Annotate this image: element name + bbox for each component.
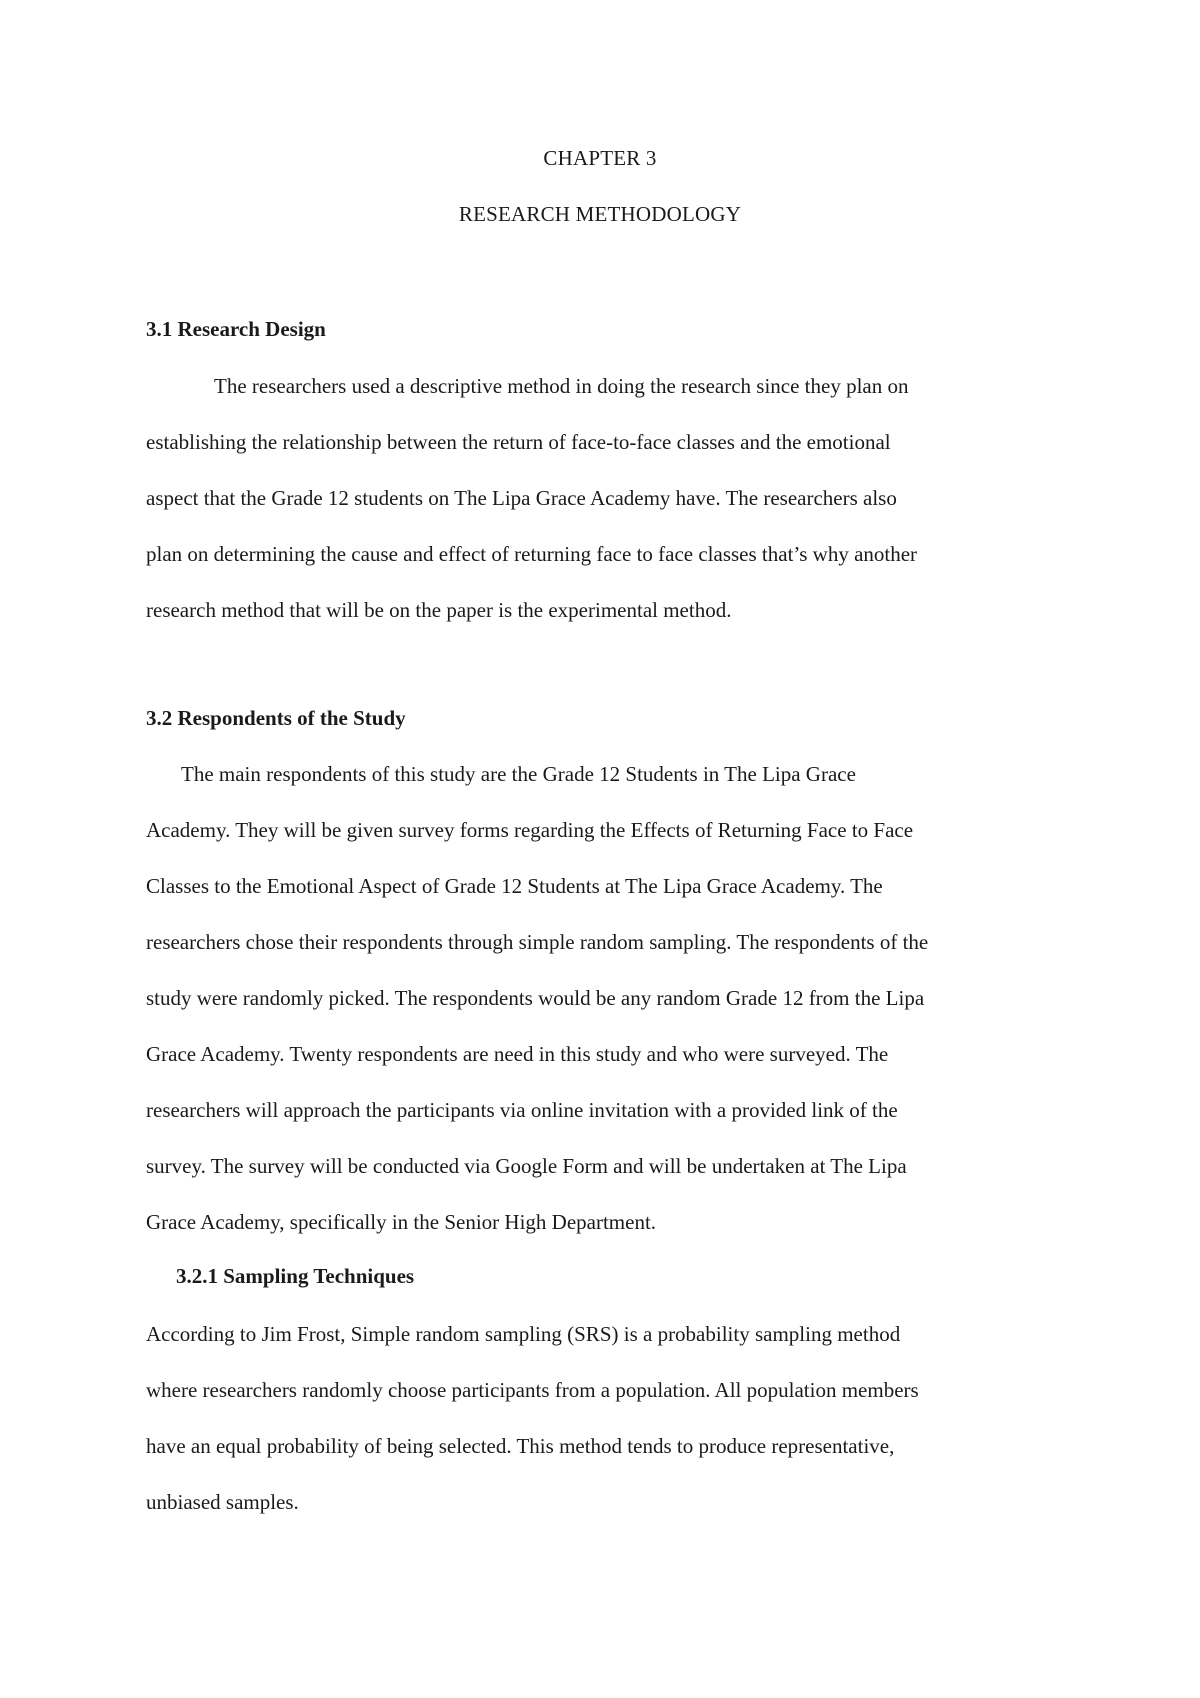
paragraph-line: research method that will be on the paper is the experimental method.: [146, 598, 732, 622]
paragraph-line: The main respondents of this study are the Grade 12 Students in The Lipa Grace: [181, 762, 856, 786]
paragraph-line: researchers will approach the participants via online invitation with a provided link of the: [146, 1098, 898, 1122]
paragraph-line: aspect that the Grade 12 students on The Lipa Grace Academy have. The researchers also: [146, 486, 897, 510]
paragraph-line: where researchers randomly choose participants from a population. All population members: [146, 1378, 919, 1402]
paragraph-line: plan on determining the cause and effect of returning face to face classes that’s why another: [146, 542, 918, 566]
paragraph-line: Classes to the Emotional Aspect of Grade 12 Students at The Lipa Grace Academy. The: [146, 874, 883, 898]
paragraph-sampling: [146, 1306, 1066, 1530]
paragraph-line: Grace Academy. Twenty respondents are need in this study and who were surveyed. The: [146, 1042, 889, 1066]
paragraph-line: survey. The survey will be conducted via Google Form and will be undertaken at The Lipa: [146, 1154, 907, 1178]
paragraph-line: establishing the relationship between the return of face-to-face classes and the emotional: [146, 430, 891, 454]
subsection-heading-sampling: 3.2.1 Sampling Techniques: [176, 1264, 415, 1288]
paragraph-research-design: [146, 358, 1066, 638]
paragraph-respondents: [146, 746, 1066, 1250]
section-heading-research-design: 3.1 Research Design: [146, 317, 326, 341]
paragraph-line: The researchers used a descriptive method in doing the research since they plan on: [214, 374, 909, 398]
paragraph-line: study were randomly picked. The respondents would be any random Grade 12 from the Lipa: [146, 986, 925, 1010]
paragraph-line: Grace Academy, specifically in the Senior High Department.: [146, 1210, 657, 1234]
paragraph-line: have an equal probability of being selected. This method tends to produce representative,: [146, 1434, 895, 1458]
section-heading-respondents: 3.2 Respondents of the Study: [146, 706, 406, 730]
paragraph-line: unbiased samples.: [146, 1490, 299, 1514]
paragraph-line: researchers chose their respondents through simple random sampling. The respondents of the: [146, 930, 929, 954]
paragraph-line: Academy. They will be given survey forms regarding the Effects of Returning Face to Face: [146, 818, 914, 842]
paragraph-line: According to Jim Frost, Simple random sampling (SRS) is a probability sampling method: [146, 1322, 901, 1346]
chapter-title: RESEARCH METHODOLOGY: [458, 202, 742, 226]
chapter-number: CHAPTER 3: [543, 146, 657, 170]
